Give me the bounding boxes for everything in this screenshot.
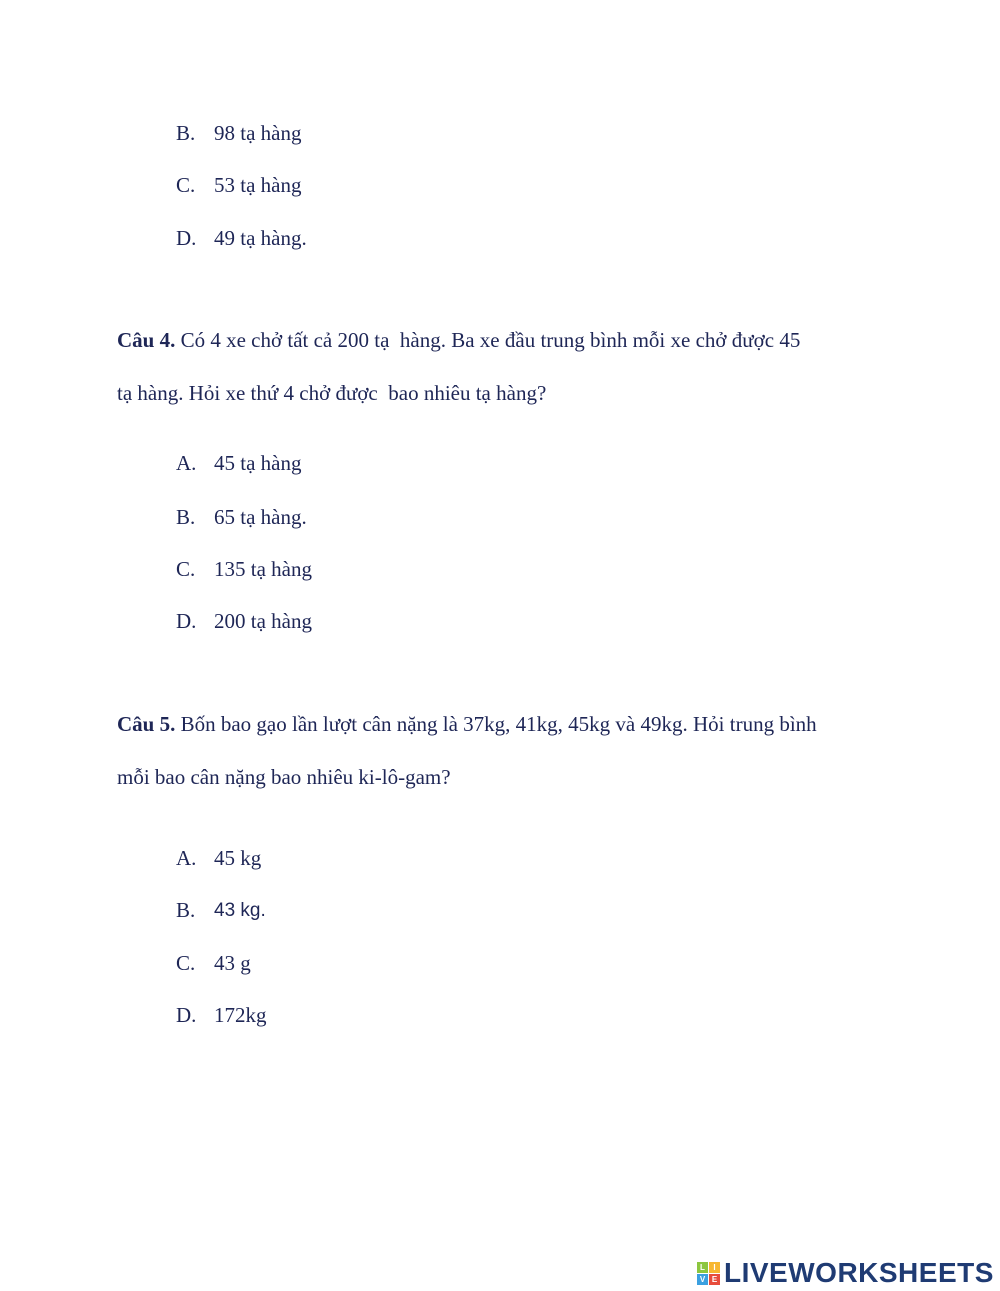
option-text: 43 kg. (214, 900, 266, 921)
option-letter: C. (176, 557, 196, 581)
q5-label: Câu 5. (117, 712, 176, 736)
q5-option-d[interactable] (176, 1003, 576, 1027)
option-letter: C. (176, 173, 196, 197)
option-letter: D. (176, 1003, 197, 1027)
q5-text: Bốn bao gạo lần lượt cân nặng là 37kg, 41kg, 45kg và 49kg. Hỏi trung bình (175, 712, 817, 736)
option-letter: B. (176, 505, 196, 529)
q5-option-c[interactable] (176, 951, 576, 975)
option-letter: B. (176, 898, 196, 922)
q5-question-line1 (117, 714, 817, 735)
liveworksheets-logo (697, 1257, 994, 1289)
option-letter: B. (176, 121, 196, 145)
q3-option-d[interactable] (176, 226, 576, 250)
option-text: 45 kg (214, 846, 262, 870)
q3-option-b[interactable] (176, 121, 576, 145)
option-text: 200 tạ hàng (214, 609, 312, 633)
q5-question-line2: mỗi bao cân nặng bao nhiêu ki-lô-gam? (117, 765, 451, 789)
q4-option-c[interactable] (176, 557, 576, 581)
option-text: 135 tạ hàng (214, 557, 312, 581)
q4-option-d[interactable] (176, 609, 576, 633)
option-text: 43 g (214, 951, 251, 975)
logo-squares-icon (697, 1262, 720, 1285)
logo-letter: V (697, 1274, 708, 1285)
option-text: 49 tạ hàng. (214, 226, 307, 250)
logo-letter: E (709, 1274, 720, 1285)
q4-question-line1 (117, 330, 800, 351)
option-text: 65 tạ hàng. (214, 505, 307, 529)
option-letter: D. (176, 226, 197, 250)
q4-option-a[interactable] (176, 451, 576, 475)
q4-label: Câu 4. (117, 328, 176, 352)
q5-option-b[interactable] (176, 898, 576, 922)
option-text: 98 tạ hàng (214, 121, 302, 145)
q4-question-line2: tạ hàng. Hỏi xe thứ 4 chở được bao nhiêu tạ hàng? (117, 381, 547, 405)
q5-option-a[interactable] (176, 846, 576, 870)
option-letter: A. (176, 846, 197, 870)
logo-letter: I (709, 1262, 720, 1273)
q3-option-c[interactable] (176, 173, 576, 197)
logo-letter: L (697, 1262, 708, 1273)
q4-option-b[interactable] (176, 505, 576, 529)
option-letter: C. (176, 951, 196, 975)
logo-text: LIVEWORKSHEETS (724, 1257, 994, 1288)
option-letter: A. (176, 451, 197, 475)
option-text: 172kg (214, 1003, 267, 1027)
option-text: 45 tạ hàng (214, 451, 302, 475)
option-letter: D. (176, 609, 197, 633)
option-text: 53 tạ hàng (214, 173, 302, 197)
q4-text: Có 4 xe chở tất cả 200 tạ hàng. Ba xe đầu trung bình mỗi xe chở được 45 (175, 328, 801, 352)
